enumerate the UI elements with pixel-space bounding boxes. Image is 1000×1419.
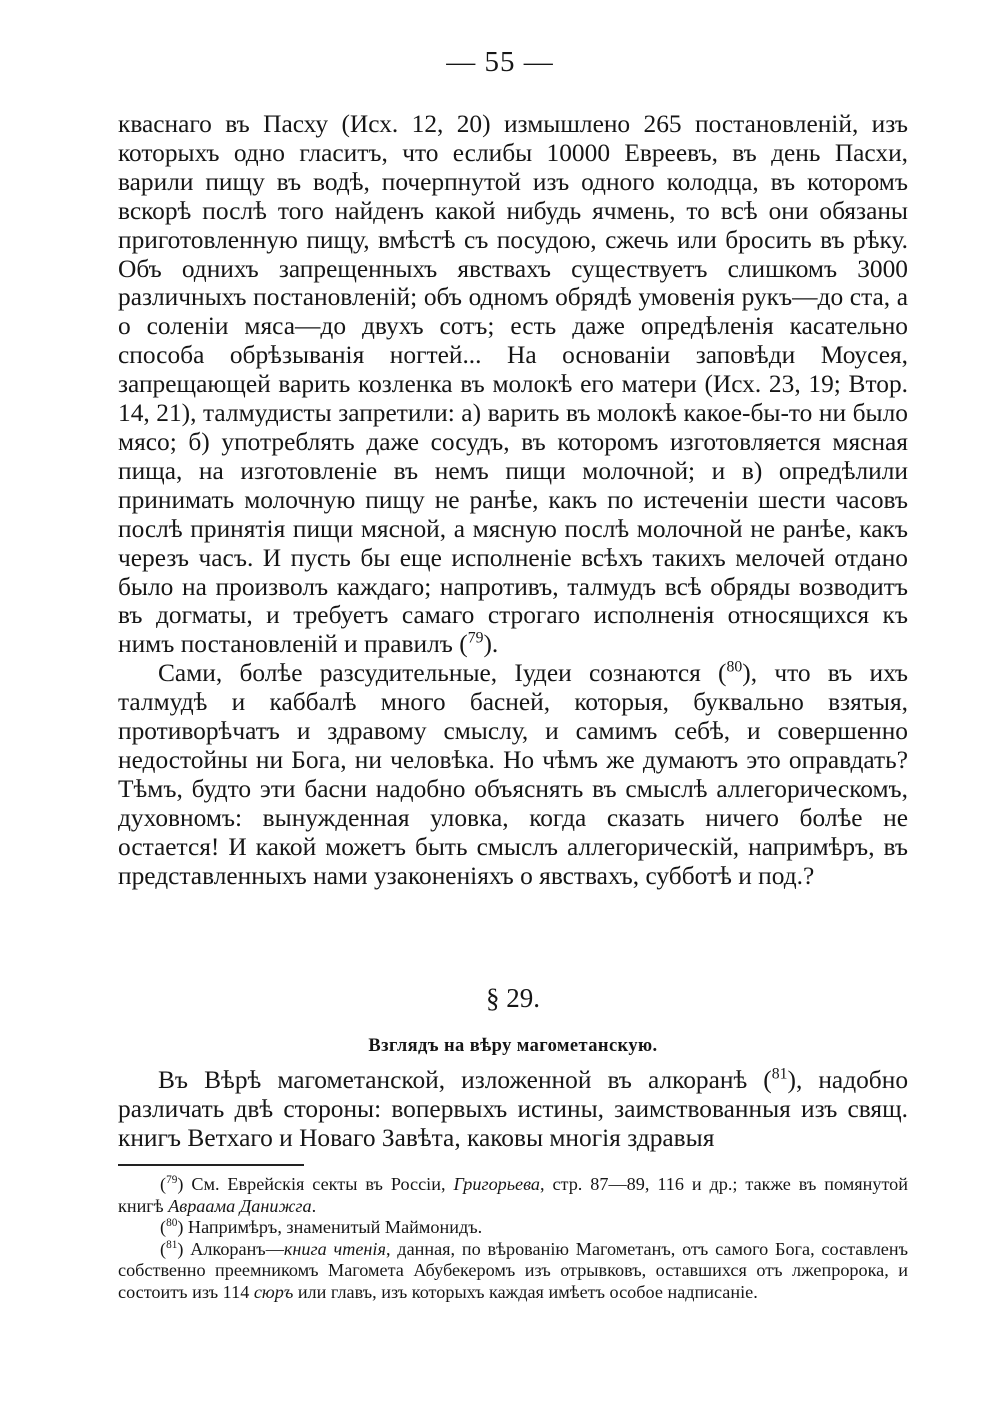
footnotes: [118, 1174, 908, 1303]
footnote-ref: 81: [771, 1065, 788, 1083]
footnote-number: 81: [166, 1238, 178, 1251]
main-text: [118, 110, 908, 890]
paragraph-text: Въ Вѣрѣ магометанской, изложенной въ алкоранѣ (: [158, 1066, 772, 1094]
paragraph-text: Сами, болѣе разсудительные, Іудеи сознаются (: [158, 659, 727, 688]
footnote-italic: книга чтенія: [283, 1238, 386, 1259]
page-number: — 55 —: [446, 46, 554, 78]
footnote-book: Авраама Данижга: [168, 1195, 312, 1216]
footnote-italic: сюръ: [253, 1281, 294, 1302]
footnote-81: ($^{81}$) Алкоранъ—книга чтенія, данная, по вѣрованію Магометанъ, отъ самого Бога, составленъ собственно преемникомъ Магомета Абубекеромъ изъ отрывковъ, оставшихся отъ лжепророка, и состоитъ изъ 114 сюръ или главъ, изъ которыхъ каждая имѣетъ особое надписаніе.: [118, 1238, 908, 1302]
footnote-text: ) Алкоранъ—: [177, 1238, 284, 1259]
footnote-number: 79: [166, 1174, 178, 1187]
footnote-number: 80: [166, 1217, 178, 1230]
paragraph: [118, 659, 908, 890]
footnote-text: , стр. 87—89, 116 и др.; также въ помянутой книгѣ: [118, 1174, 908, 1216]
paragraph: [118, 1066, 908, 1153]
footnote-text: .: [311, 1195, 317, 1216]
footnote-text: или главъ, изъ которыхъ каждая имѣетъ особое надписаніе.: [293, 1281, 758, 1302]
paragraph-text: ).: [483, 630, 499, 659]
footnote-author: Григорьева: [453, 1174, 540, 1194]
section-number: § 29.: [486, 983, 540, 1013]
footnote-ref: 80: [726, 658, 743, 676]
footnote-text: ) Напримѣръ, знаменитый Маймонидъ.: [177, 1217, 483, 1237]
footnote-80: ($^{80}$) Напримѣръ, знаменитый Маймонидъ.: [160, 1217, 483, 1237]
footnote-text: , данная, по вѣрованію Магометанъ, отъ самого Бога, составленъ собственно преемникомъ Магомета Абубекеромъ изъ отрывковъ, оставшихся отъ лжепророка, и состоитъ изъ 114: [118, 1238, 908, 1302]
paragraph-text: ), надобно различать двѣ стороны: вопервыхъ истины, заимствованныя изъ свящ. книгъ Ветхаго и Новаго Завѣта, каковы многія здравыя: [118, 1066, 909, 1152]
paragraph-text: ), что въ ихъ талмудѣ и каббалѣ много басней, которыя, буквально взятыя, противорѣчатъ и здравому смыслу, и самимъ себѣ, и совершенно недостойны ни Бога, ни человѣка. Но чѣмъ же думаютъ это оправдать? Тѣмъ, будто эти басни надобно объяснять въ смыслѣ аллегорическомъ, духовномъ: вынужденная уловка, когда сказать ничего болѣе не остается! И какой можетъ быть смыслъ аллегорическій, напримѣръ, въ представленныхъ нами узаконеніяхъ о явствахъ, субботѣ и под.?: [118, 659, 908, 890]
section-title: Взглядъ на вѣру магометанскую.: [368, 1036, 658, 1056]
footnote-ref: 79: [467, 629, 484, 647]
section-text: [118, 1066, 908, 1153]
footnote-divider: [118, 1164, 304, 1166]
footnote-79: ($^{79}$) См. Еврейскія секты въ Россіи, Григорьева, стр. 87—89, 116 и др.; также въ помянутой книгѣ Авраама Данижга.: [118, 1174, 908, 1216]
footnote-text: ) См. Еврейскія секты въ Россіи,: [177, 1174, 454, 1194]
paragraph-text: кваснаго въ Пасху (Исх. 12, 20) измышлено 265 постановленій, изъ которыхъ одно гласитъ, что еслибы 10000 Евреевъ, въ день Пасхи, варили пищу въ водѣ, почерпнутой изъ одного колодца, въ которомъ вскорѣ послѣ того найденъ какой нибудь ячмень, то всѣ они обязаны приготовленную пищу, вмѣстѣ съ посудою, сжечь или бросить въ рѣку. Объ однихъ запрещенныхъ явствахъ существуетъ слишкомъ 3000 различныхъ постановленій; объ одномъ обрядѣ умовенія рукъ—до ста, а о соленіи мяса—до двухъ сотъ; есть даже опредѣленія касательно способа обрѣзыванія ногтей... На основаніи заповѣди Моусея, запрещающей варить козленка въ молокѣ его матери (Исх. 23, 19; Втор. 14, 21), талмудисты запретили: а) варить въ молокѣ какое-бы-то ни было мясо; б) употреблять даже сосудъ, въ которомъ изготовляется мясная пища, на изготовленіе въ немъ пищи молочной; и в) опредѣлили принимать молочную пищу не ранѣе, какъ по истеченіи шести часовъ послѣ принятія пищи мясной, а мясную послѣ молочной не ранѣе, какъ черезъ часъ. И пусть бы еще исполненіе всѣхъ такихъ мелочей отдано было на произволъ каждаго; напротивъ, талмудъ всѣ обряды возводитъ въ догматы, и требуетъ самаго строгаго исполненія относящихся къ нимъ постановленій и правилъ (: [118, 110, 908, 659]
paragraph: [118, 110, 908, 659]
